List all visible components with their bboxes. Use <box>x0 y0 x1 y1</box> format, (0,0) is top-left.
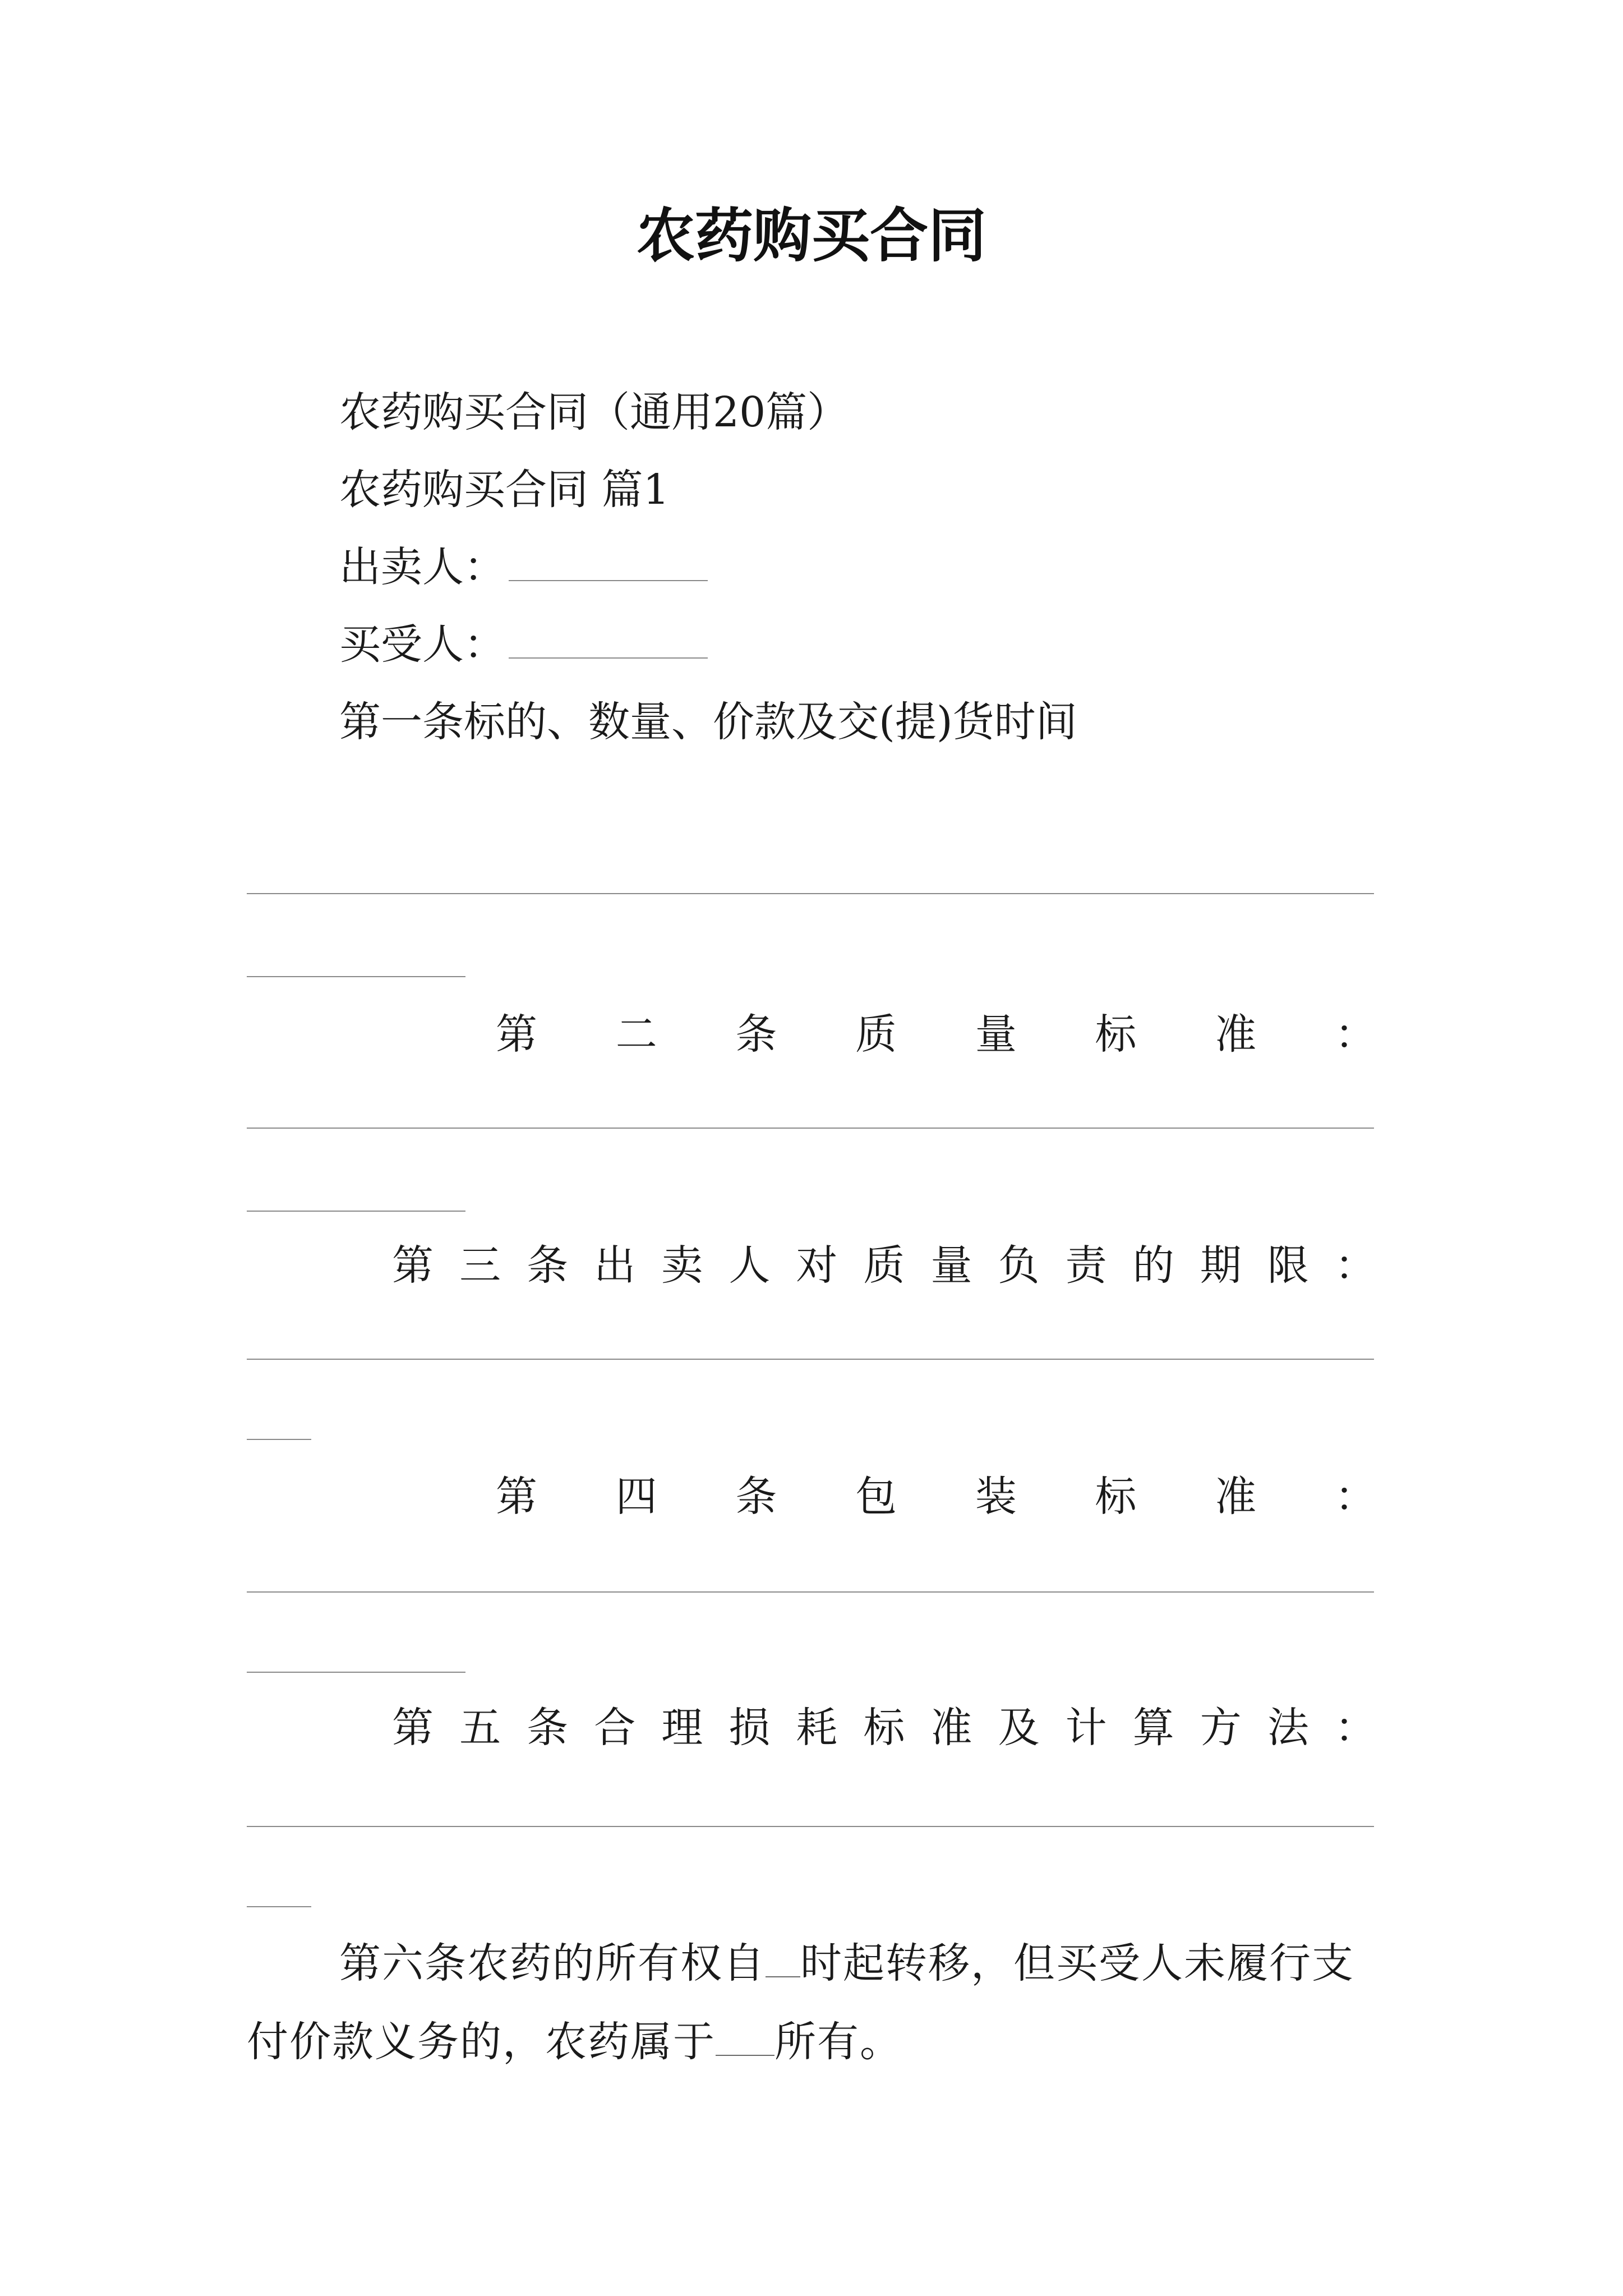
clause-2 <box>496 1006 1376 1062</box>
buyer-blank <box>509 624 708 659</box>
clause-5-char: 耗 <box>796 1704 838 1752</box>
clause-2-char: 准 <box>1215 1010 1257 1059</box>
fill-line <box>247 1128 1374 1129</box>
clause-2-char: 标 <box>1095 1010 1137 1059</box>
clause-5-char: 法 <box>1267 1704 1309 1752</box>
fill-line <box>247 976 465 977</box>
fill-line <box>247 1672 465 1673</box>
clause-3-char: 卖 <box>661 1241 703 1290</box>
clause-5-char: 方 <box>1200 1704 1242 1752</box>
clause-2-char: 第 <box>496 1010 537 1059</box>
clause-3-char: 条 <box>527 1241 569 1290</box>
part-heading: 农药购买合同 篇1 <box>339 466 670 514</box>
clause-3-char: 人 <box>728 1241 771 1290</box>
clause-5-char: 五 <box>459 1704 501 1752</box>
clause-2-char: 二 <box>615 1010 657 1059</box>
clause-5-char: 准 <box>930 1704 972 1752</box>
clause-2-char: 质 <box>855 1010 897 1059</box>
clause-2-char: 量 <box>975 1010 1017 1059</box>
clause-3-char: 对 <box>796 1241 838 1290</box>
clause-3-char: 出 <box>594 1241 636 1290</box>
clause-5-char: 理 <box>661 1704 703 1752</box>
clause-5-char: 计 <box>1065 1704 1107 1752</box>
clause-3-char: 负 <box>998 1241 1040 1290</box>
clause-5 <box>392 1700 1376 1756</box>
buyer-line <box>339 616 708 673</box>
clause-2-char: 条 <box>735 1010 777 1059</box>
clause-3-char: 量 <box>930 1241 972 1290</box>
clause-5-char: 合 <box>594 1704 636 1752</box>
seller-blank <box>509 546 708 581</box>
clause-6-blank-2 <box>716 2020 774 2056</box>
clause-3-char: 质 <box>863 1241 905 1290</box>
clause-4-char: 第 <box>496 1473 537 1521</box>
document-title: 农药购买合同 <box>636 201 986 270</box>
clause-4 <box>496 1469 1376 1525</box>
fill-line <box>247 1826 1374 1827</box>
clause-4-char: 条 <box>735 1473 777 1521</box>
clause-3-char: 第 <box>392 1241 434 1290</box>
clause-2-char: ： <box>1334 1010 1376 1059</box>
clause-4-char: 包 <box>855 1473 897 1521</box>
clause-1: 第一条标的、数量、价款及交(提)货时间 <box>339 698 1077 746</box>
clause-5-char: ： <box>1334 1704 1376 1752</box>
clause-3 <box>392 1237 1376 1294</box>
clause-3-char: ： <box>1334 1241 1376 1290</box>
clause-6-part1: 第六条农药的所有权自 <box>339 1939 766 1987</box>
clause-3-char: 限 <box>1267 1241 1309 1290</box>
fill-line <box>247 1359 1374 1360</box>
clause-6-part3: 所有。 <box>774 2018 902 2066</box>
clause-6 <box>247 1924 1380 2081</box>
buyer-label: 买受人： <box>339 620 505 669</box>
fill-line <box>247 1439 311 1440</box>
clause-5-char: 第 <box>392 1704 434 1752</box>
fill-line <box>247 1591 1374 1593</box>
fill-line <box>247 1906 311 1907</box>
fill-line <box>247 893 1374 894</box>
clause-6-part2: 时起转移，但买受人未履行支付价款义务的，农药属于 <box>247 1939 1354 2066</box>
clause-3-char: 责 <box>1065 1241 1107 1290</box>
clause-3-char: 的 <box>1132 1241 1174 1290</box>
clause-4-char: ： <box>1334 1473 1376 1521</box>
seller-line <box>339 539 708 595</box>
clause-4-char: 四 <box>615 1473 657 1521</box>
clause-4-char: 装 <box>975 1473 1017 1521</box>
clause-3-char: 三 <box>459 1241 501 1290</box>
clause-6-blank-1 <box>766 1941 800 1977</box>
fill-line <box>247 1211 465 1212</box>
clause-4-char: 标 <box>1095 1473 1137 1521</box>
clause-5-char: 损 <box>728 1704 771 1752</box>
clause-5-char: 及 <box>998 1704 1040 1752</box>
clause-5-char: 标 <box>863 1704 905 1752</box>
seller-label: 出卖人： <box>339 543 505 591</box>
clause-4-char: 准 <box>1215 1473 1257 1521</box>
clause-5-char: 条 <box>527 1704 569 1752</box>
clause-5-char: 算 <box>1132 1704 1174 1752</box>
clause-3-char: 期 <box>1200 1241 1242 1290</box>
document-subtitle: 农药购买合同（通用20篇） <box>339 388 849 436</box>
